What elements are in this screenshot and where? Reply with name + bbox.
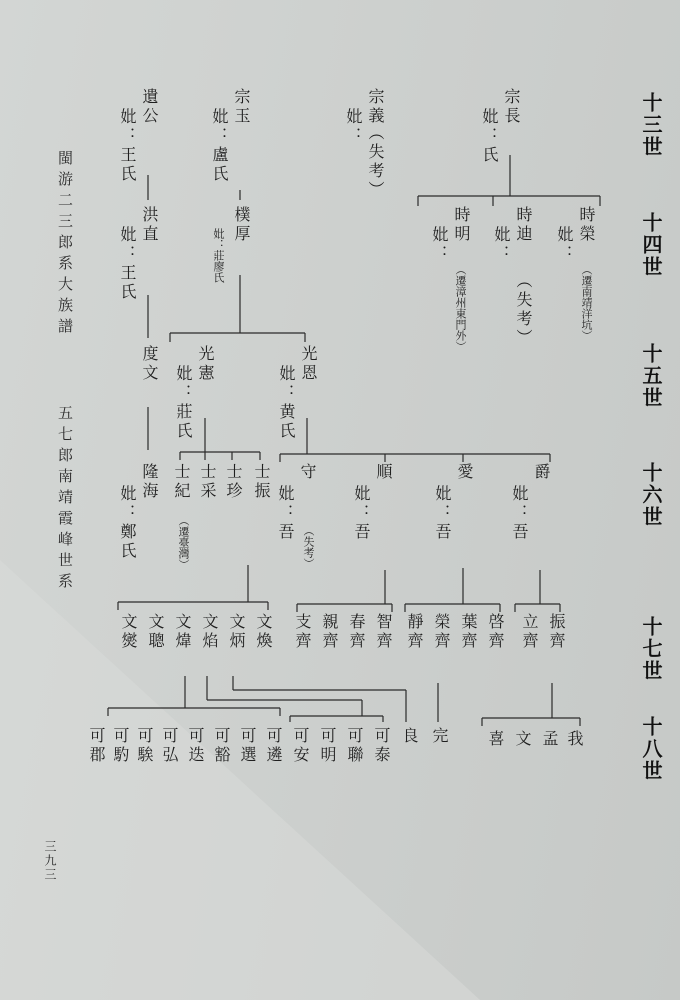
person-shi-rong: 時榮 [577, 206, 596, 244]
person-gen17: 靜齊 [405, 613, 424, 651]
person-zong-yu: 宗玉 [232, 88, 251, 126]
spouse-jue: 妣：吾 [510, 485, 529, 542]
person-gen17: 親齊 [320, 613, 339, 651]
spouse-long-hai: 妣：鄭氏 [118, 485, 137, 561]
person-gen17: 啓齊 [486, 613, 505, 651]
page-number: 三九三 [43, 840, 57, 882]
person-shi-zhen-2: 士珍 [224, 463, 243, 501]
spouse-shi-ming: 妣： [430, 226, 449, 264]
spouse-shi-di: 妣： [492, 226, 511, 264]
person-gen18: 喜 [486, 730, 505, 749]
person-gen18: 可明 [318, 727, 337, 765]
person-gen18: 可馰 [111, 727, 130, 765]
spouse-shou: 妣：吾 [276, 485, 295, 542]
generation-label: 十八世 [639, 716, 663, 782]
person-gen18: 可弘 [160, 727, 179, 765]
chapter-title: 五七郎南靖霞峰世系 [56, 405, 74, 594]
person-shi-ming: 時明 [452, 206, 471, 244]
person-gen18: 我 [565, 730, 584, 749]
person-du-wen: 度文 [140, 345, 159, 383]
person-shi-di: 時迪 [514, 206, 533, 244]
person-long-hai: 隆海 [140, 463, 159, 501]
person-gen17: 文焰 [200, 613, 219, 651]
person-gen17: 支齊 [293, 613, 312, 651]
person-shun: 順 [374, 463, 393, 482]
person-gen18: 可迭 [186, 727, 205, 765]
note-shou: （失考） [302, 525, 315, 569]
person-gen17: 葉齊 [459, 613, 478, 651]
note-shi-ji: （遷臺灣） [177, 515, 190, 570]
person-zong-yi: 宗義 [366, 88, 385, 126]
person-gen17: 立齊 [520, 613, 539, 651]
person-zong-chang: 宗長 [502, 88, 521, 126]
person-gen17: 文聰 [146, 613, 165, 651]
person-yi-gong: 遺公 [140, 88, 159, 126]
person-gen18: 可泰 [372, 727, 391, 765]
spouse-guang-en: 妣：黄氏 [277, 365, 296, 441]
note-shi-di: （失考） [514, 272, 533, 348]
person-gen18: 可選 [238, 727, 257, 765]
person-pu-hou: 樸厚 [232, 206, 251, 244]
generation-label: 十六世 [639, 462, 663, 528]
spouse-pu-hou: 妣：莊廖氏 [212, 228, 225, 283]
person-shi-cai: 士采 [198, 463, 217, 501]
person-shi-ji: 士紀 [172, 463, 191, 501]
person-gen18: 可安 [291, 727, 310, 765]
generation-label: 十三世 [639, 92, 663, 158]
note-shi-rong: （遷南靖洋坑） [580, 264, 593, 341]
person-gen17: 春齊 [347, 613, 366, 651]
person-hong-zhi: 洪直 [140, 206, 159, 244]
person-ai: 愛 [455, 463, 474, 482]
person-gen18: 良 [400, 727, 419, 746]
person-gen17: 文爕 [119, 613, 138, 651]
person-gen18: 完 [430, 727, 449, 746]
person-gen17: 文煒 [173, 613, 192, 651]
person-gen18: 可聯 [345, 727, 364, 765]
person-gen18: 可豁 [212, 727, 231, 765]
person-gen17: 振齊 [547, 613, 566, 651]
person-shi-zhen: 士振 [252, 463, 271, 501]
book-title: 閩游二三郎系大族譜 [56, 150, 74, 339]
person-gen18: 可騃 [135, 727, 154, 765]
spouse-shi-rong: 妣： [555, 226, 574, 264]
person-gen18: 孟 [540, 730, 559, 749]
spouse-ai: 妣：吾 [433, 485, 452, 542]
person-gen18: 可郡 [87, 727, 106, 765]
note-shi-ming: （遷漳州東門外） [454, 264, 467, 352]
spouse-guang-xian: 妣：莊氏 [174, 365, 193, 441]
generation-label: 十四世 [639, 212, 663, 278]
generation-label: 十七世 [639, 616, 663, 682]
spouse-shun: 妣：吾 [352, 485, 371, 542]
person-gen17: 文煥 [254, 613, 273, 651]
person-jue: 爵 [532, 463, 551, 482]
person-gen17: 榮齊 [432, 613, 451, 651]
person-gen17: 文炳 [227, 613, 246, 651]
spouse-hong-zhi: 妣：王氏 [118, 226, 137, 302]
person-shou: 守 [298, 463, 317, 482]
person-gen17: 智齊 [374, 613, 393, 651]
person-gen18: 文 [513, 730, 532, 749]
person-guang-en: 光恩 [299, 345, 318, 383]
person-guang-xian: 光憲 [196, 345, 215, 383]
spouse-zong-yi: 妣： [344, 108, 363, 146]
spouse-yi-gong: 妣：王氏 [118, 108, 137, 184]
spouse-zong-yu: 妣：盧氏 [210, 108, 229, 184]
person-gen18: 可遴 [264, 727, 283, 765]
generation-label: 十五世 [639, 343, 663, 409]
spouse-zong-chang: 妣：氏 [480, 108, 499, 165]
note-zong-yi: （失考） [366, 124, 385, 200]
